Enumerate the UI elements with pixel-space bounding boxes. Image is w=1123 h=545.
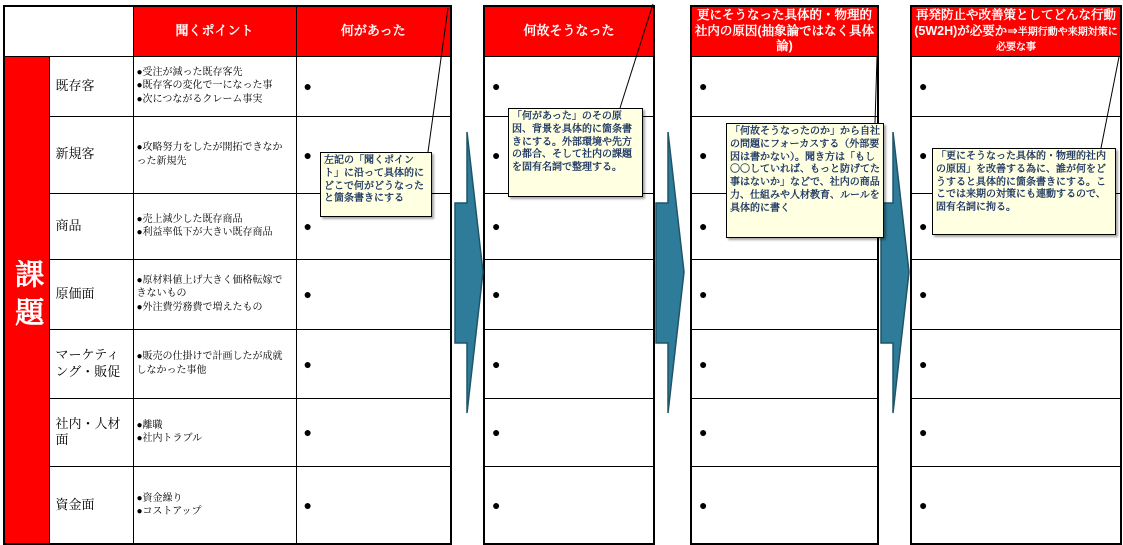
entry-cell-action[interactable]: ● (911, 466, 1121, 544)
entry-cell-root-cause[interactable]: ● (691, 398, 878, 466)
entry-cell-why[interactable]: ● (484, 398, 654, 466)
entry-cell-why[interactable]: ● (484, 193, 654, 259)
point-item: ●社内トラブル (136, 433, 203, 444)
listening-points-cell (133, 259, 296, 329)
entry-cell-root-cause[interactable]: ● (691, 56, 878, 116)
issues-table (3, 5, 452, 545)
listening-points-cell (133, 116, 296, 193)
flow-arrow-1 (455, 132, 483, 413)
row-category-5: 社内・人材面 (49, 398, 133, 466)
row-category-2: 商品 (49, 193, 133, 259)
entry-cell-action[interactable]: ● (911, 329, 1121, 398)
listening-points-cell (133, 56, 296, 116)
point-item: ●原材料値上げ大きく価格転嫁できないもの (136, 275, 283, 300)
entry-cell-what-happened[interactable]: ● (296, 193, 451, 259)
entry-cell-root-cause[interactable]: ● (691, 116, 878, 193)
entry-cell-action[interactable]: ● (911, 259, 1121, 329)
point-item: ●資金繰り (136, 492, 183, 504)
entry-cell-what-happened[interactable]: ● (296, 259, 451, 329)
header-main-text: 再発防止や改善策としてどんな行動(5W2H)が必要か⇒ (914, 8, 1116, 38)
point-item: ●売上減少した既存商品 (136, 213, 243, 225)
flow-arrow-2 (656, 132, 684, 413)
entry-cell-action[interactable]: ● (911, 398, 1121, 466)
point-item: ●利益率低下が大きい既存商品 (136, 227, 273, 238)
point-item: ●既存客の変化で一になった事 (136, 80, 273, 92)
entry-cell-what-happened[interactable]: ● (296, 329, 451, 398)
point-item: ●攻略努力をしたが開拓できなかった新規先 (136, 142, 283, 167)
note-action-5w2h: 「更にそうなった具体的・物理的社内の原因」を改善する為に、誰が何をどうすると具体的に箇条書きにする。ここでは来期の対策にも連動するので、固有名詞に拘る。 (932, 148, 1116, 235)
listening-points-cell (133, 329, 296, 398)
kadai-label: 課題 (11, 259, 44, 336)
listening-points-cell (133, 398, 296, 466)
row-category-1: 新規客 (49, 116, 133, 193)
row-category-0: 既存客 (49, 56, 133, 116)
flow-arrow-3 (881, 132, 909, 413)
entry-cell-why[interactable]: ● (484, 56, 654, 116)
point-item: ●離職 (136, 419, 163, 431)
point-item: ●次につながるクレーム事実 (136, 93, 263, 105)
point-item: ●外注費労務費で増えたもの (136, 301, 263, 313)
root-cause-table (690, 5, 879, 545)
why-table (483, 5, 655, 545)
entry-cell-what-happened[interactable]: ● (296, 466, 451, 544)
row-category-3: 原価面 (49, 259, 133, 329)
entry-cell-root-cause[interactable]: ● (691, 329, 878, 398)
entry-cell-root-cause[interactable]: ● (691, 259, 878, 329)
note-root-cause: 「何故そうなったのか」から自社の問題にフォーカスする（外部要因は書かない）。聞き方は「もし〇〇していれば、もっと防げてた事はないか」などで、社内の商品力、仕組みや人材教育、ルールを具体的に書く (726, 123, 884, 238)
entry-cell-what-happened[interactable]: ● (296, 56, 451, 116)
row-category-4: マーケティング・販促 (49, 329, 133, 398)
entry-cell-what-happened[interactable]: ● (296, 398, 451, 466)
entry-cell-action[interactable]: ● (911, 116, 1121, 193)
entry-cell-why[interactable]: ● (484, 466, 654, 544)
listening-points-cell (133, 193, 296, 259)
action-table (910, 5, 1122, 545)
entry-cell-why[interactable]: ● (484, 259, 654, 329)
corner-cell (4, 6, 133, 56)
header-why-table: 何故そうなった (484, 6, 654, 56)
entry-cell-why[interactable]: ● (484, 329, 654, 398)
listening-points-cell (133, 466, 296, 544)
header-what-happened: 何があった (296, 6, 451, 56)
entry-cell-what-happened[interactable]: ● (296, 116, 451, 193)
note-what-happened: 左記の「聞くポイント」に沿って具体的にどこで何がどうなったと箇条書きにする (320, 152, 432, 217)
entry-cell-why[interactable]: ● (484, 116, 654, 193)
header-root-cause-table: 更にそうなった具体的・物理的社内の原因(抽象論ではなく具体論) (691, 6, 878, 56)
point-item: ●受注が減った既存客先 (136, 67, 243, 79)
header-sub-text: 半期行動や来期対策に必要な事 (996, 26, 1118, 54)
point-item: ●販売の仕掛けで計画したが成就しなかった事他 (136, 351, 283, 376)
entry-cell-action[interactable]: ● (911, 193, 1121, 259)
row-category-6: 資金面 (49, 466, 133, 544)
entry-cell-root-cause[interactable]: ● (691, 466, 878, 544)
note-why-happened: 「何があった」のその原因、背景を具体的に箇条書きにする。外部環境や先方の都合、そして社内の課題を固有名詞で整理する。 (508, 108, 643, 197)
entry-cell-root-cause[interactable]: ● (691, 193, 878, 259)
header-action-table (911, 6, 1121, 56)
kadai-label-cell (4, 56, 49, 544)
entry-cell-action[interactable]: ● (911, 56, 1121, 116)
point-item: ●コストアップ (136, 505, 202, 517)
header-listening-points: 聞くポイント (133, 6, 296, 56)
